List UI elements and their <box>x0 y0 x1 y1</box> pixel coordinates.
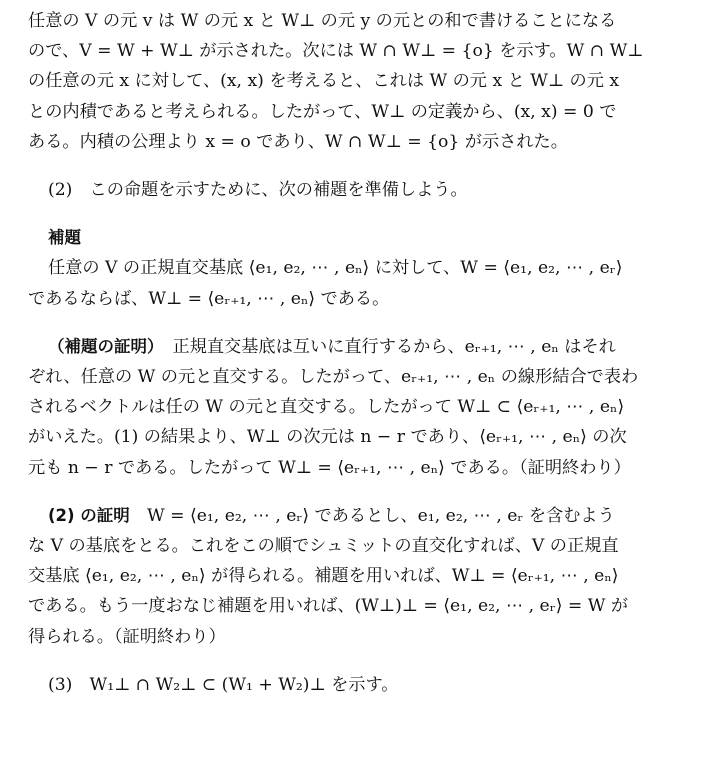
text-line: 任意の V の元 v は W の元 x と W⊥ の元 y の元との和で書けることになる <box>28 11 617 31</box>
lemma-proof <box>28 332 713 483</box>
text-line: 得られる。（証明終わり） <box>28 626 226 647</box>
item-3-intro <box>28 670 713 700</box>
text-line: であるならば、W⊥ = ⟨eᵣ₊₁, ⋯ , eₙ⟩ である。 <box>28 288 390 309</box>
text-line: 任意の V の正規直交基底 ⟨e₁, e₂, ⋯ , eₙ⟩ に対して、W = ⟨e₁, e₂, ⋯ , eᵣ⟩ <box>48 258 623 279</box>
lemma-heading: 補題 <box>48 228 81 248</box>
text-line: W = ⟨e₁, e₂, ⋯ , eᵣ⟩ であるとし、e₁, e₂, ⋯ , eᵣ を含むよう <box>129 505 615 526</box>
text-line: がいえた。(1) の結果より、W⊥ の次元は n − r であり、⟨eᵣ₊₁, ⋯ , eₙ⟩ の次 <box>28 427 627 448</box>
text-line: 元も n − r である。したがって W⊥ = ⟨eᵣ₊₁, ⋯ , eₙ⟩ である。（証明終わり） <box>28 457 631 478</box>
text-line: の任意の元 x に対して、(x, x) を考えると、これは W の元 x と W⊥ の元 x <box>28 71 620 92</box>
text-line: ある。内積の公理より x = o であり、W ∩ W⊥ = {o} が示された。 <box>28 131 568 152</box>
text-line: である。もう一度おなじ補題を用いれば、(W⊥)⊥ = ⟨e₁, e₂, ⋯ , eᵣ⟩ = W が <box>28 596 629 617</box>
text-line: されるベクトルは任の W の元と直交する。したがって W⊥ ⊂ ⟨eᵣ₊₁, ⋯ , eₙ⟩ <box>28 397 625 418</box>
text-line: 正規直交基底は互いに直行するから、eᵣ₊₁, ⋯ , eₙ はそれ <box>155 336 616 357</box>
text-line: (3) W₁⊥ ∩ W₂⊥ ⊂ (W₁ + W₂)⊥ を示す。 <box>48 674 399 695</box>
text-line: 交基底 ⟨e₁, e₂, ⋯ , eₙ⟩ が得られる。補題を用いれば、W⊥ = ⟨eᵣ₊₁, ⋯ , eₙ⟩ <box>28 566 619 587</box>
proof-2 <box>28 501 713 652</box>
lemma-statement <box>28 253 713 313</box>
text-line: ので、V = W + W⊥ が示された。次には W ∩ W⊥ = {o} を示す。W ∩ W⊥ <box>28 41 644 62</box>
text-line: な V の基底をとる。これをこの順でシュミットの直交化すれば、V の正規直 <box>28 536 619 557</box>
item-2-intro <box>28 175 713 205</box>
text-line: (2) この命題を示すために、次の補題を準備しよう。 <box>48 180 468 201</box>
text-line: との内積であると考えられる。したがって、W⊥ の定義から、(x, x) = 0 で <box>28 101 617 122</box>
paragraph-intro <box>28 6 713 157</box>
proof-2-lead: (2) の証明 <box>48 505 130 525</box>
lemma-proof-lead: （補題の証明） <box>48 336 156 356</box>
text-line: ぞれ、任意の W の元と直交する。したがって、eᵣ₊₁, ⋯ , eₙ の線形結合で表わ <box>28 367 639 388</box>
